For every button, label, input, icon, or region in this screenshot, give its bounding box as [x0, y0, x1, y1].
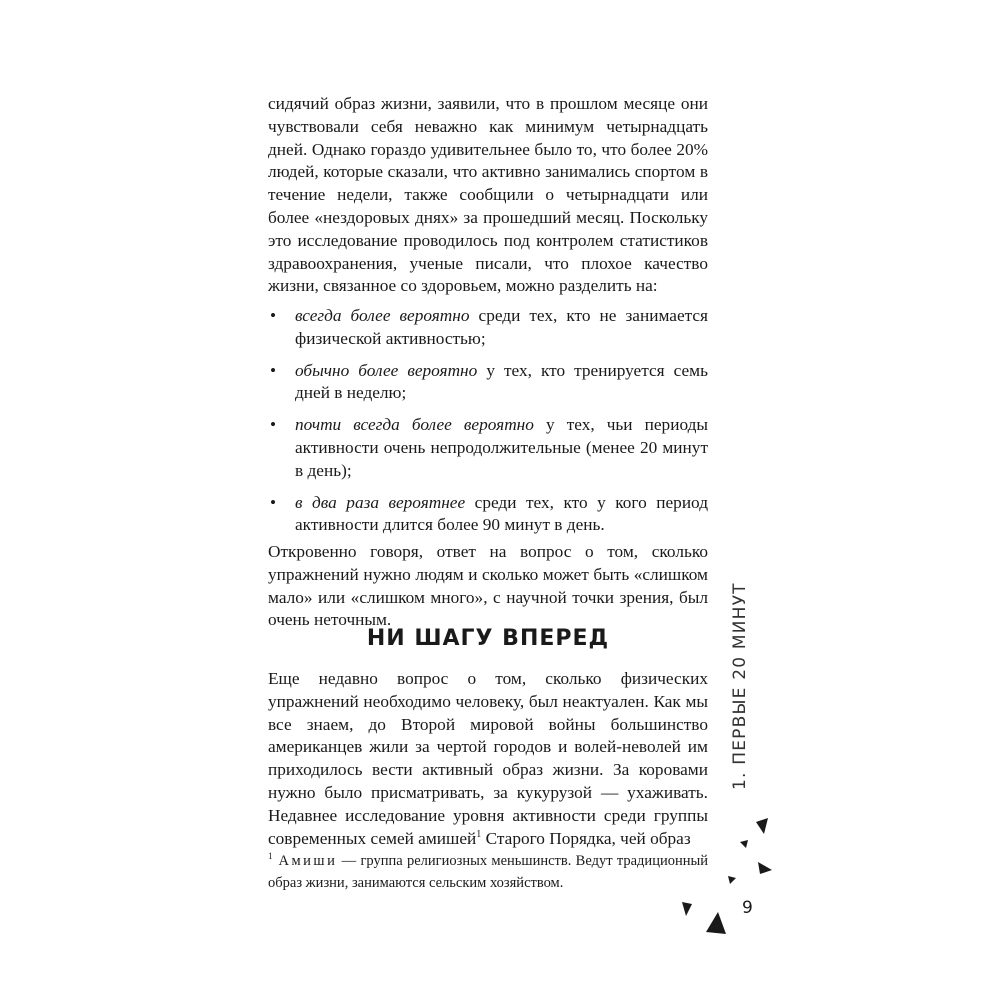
- footnote-reference[interactable]: 1: [476, 828, 482, 840]
- bullet-marker: •: [270, 360, 277, 380]
- paragraph-bottom: [268, 668, 708, 850]
- footnote-text: — группа религиозных меньшинств. Ведут традиционный образ жизни, занимаются сельским хозяйством.: [268, 853, 708, 891]
- paragraph-top: сидячий образ жизни, заявили, что в прошлом месяце они чувствовали себя неважно как минимум четырнадцать дней. Однако гораздо удивительнее было то, что более 20% людей, которые сказали, что активно занимались спортом в течение недели, также сообщили о четырнадцати или более «нездоровых днях» за прошедший месяц. Поскольку это исследование проводилось под контролем статистиков здравоохранения, ученые писали, что плохое качество жизни, связанное со здоровьем, можно разделить на:: [268, 94, 708, 296]
- shard-icon: [740, 840, 748, 848]
- bullet-text: у тех, кто тренируется семь дней в неделю;: [295, 360, 708, 403]
- list-item: [268, 305, 708, 351]
- shard-icon: [682, 902, 692, 916]
- bullet-text: у тех, чьи периоды активности очень непродолжительные (менее 20 минут в день);: [295, 415, 708, 480]
- bullet-marker: •: [270, 415, 277, 435]
- bullet-list: [268, 305, 708, 546]
- bullet-emphasis: обычно более вероятно: [295, 360, 478, 380]
- paragraph-bottom-end: Старого Порядка, чей образ: [481, 828, 691, 848]
- footnote: [268, 850, 708, 894]
- list-item: [268, 360, 708, 406]
- bullet-emphasis: в два раза вероятнее: [295, 492, 466, 512]
- shard-icon: [756, 818, 768, 834]
- bullet-marker: •: [270, 306, 277, 325]
- list-item: [268, 492, 708, 538]
- bullet-text: среди тех, кто у кого период активности длится более 90 минут в день.: [295, 492, 708, 535]
- footnote-mark: 1: [268, 851, 273, 862]
- footnote-term: Амиши: [278, 853, 338, 869]
- bullet-marker: •: [270, 492, 277, 512]
- list-item: [268, 414, 708, 482]
- shard-icon: [728, 876, 736, 884]
- section-heading: НИ ШАГУ ВПЕРЕД: [366, 626, 610, 651]
- decorative-shards-icon: [660, 800, 780, 950]
- paragraph-bottom-text: Еще недавно вопрос о том, сколько физических упражнений необходимо человеку, был неактуален. Как мы все знаем, до Второй мировой войны большинство американцев жили за чертой городов и волей-неволей им приходилось вести активный образ жизни. За коровами нужно было присматривать, за кукурузой — ухаживать. Недавнее исследование уровня активности среди группы современных семей амишей: [268, 669, 708, 848]
- bullet-text: среди тех, кто не занимается физической активностью;: [295, 306, 708, 348]
- page-number: 9: [742, 898, 753, 918]
- paragraph-mid: Откровенно говоря, ответ на вопрос о том, сколько упражнений нужно людям и сколько может быть «слишком мало» или «слишком много», с научной точки зрения, был очень неточным.: [268, 542, 708, 630]
- bullet-emphasis: всегда более вероятно: [295, 306, 470, 325]
- chapter-title: 1. ПЕРВЫЕ 20 МИНУТ: [730, 582, 750, 790]
- shard-icon: [706, 912, 726, 934]
- bullet-emphasis: почти всегда более вероятно: [295, 415, 534, 435]
- shard-icon: [758, 862, 772, 874]
